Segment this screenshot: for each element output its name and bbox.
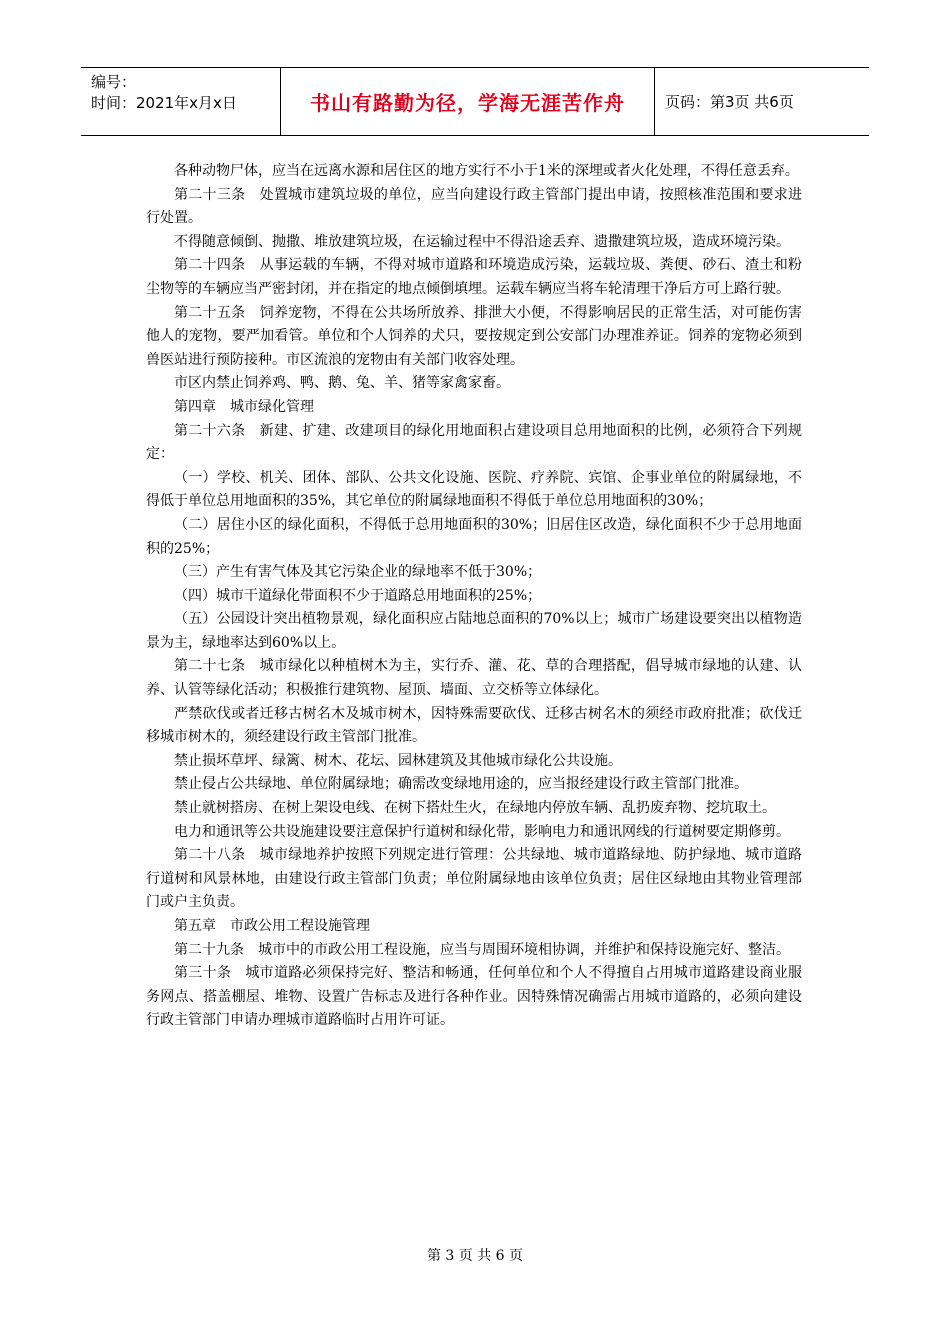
paragraph: 禁止就树搭房、在树上架设电线、在树下搭灶生火，在绿地内停放车辆、乱扔废弃物、挖坑取土。 xyxy=(174,800,776,817)
page-info-text: 页码：第3页 共6页 xyxy=(665,93,794,111)
header-meta xyxy=(81,68,281,135)
document-time-label: 时间：2021年x月x日 xyxy=(91,94,237,112)
paragraph: 第三十条 城市道路必须保持完好、整洁和畅通，任何单位和个人不得擅自占用城市道路建设商业服务网点、搭盖棚屋、堆物、设置广告标志及进行各种作业。因特殊情况确需占用城市道路的，必须向建设行政主管部门申请办理城市道路临时占用许可证。 xyxy=(146,965,802,1029)
paragraph: 第二十三条 处置城市建筑垃圾的单位，应当向建设行政主管部门提出申请，按照核准范围和要求进行处置。 xyxy=(146,186,802,227)
document-body xyxy=(146,160,802,1033)
page-header xyxy=(81,67,869,136)
chapter-heading: 第四章 城市绿化管理 xyxy=(174,398,314,415)
list-item: （五）公园设计突出植物景观，绿化面积应占陆地总面积的70%以上；城市广场建设要突出以植物造景为主，绿地率达到60%以上。 xyxy=(146,611,802,651)
header-motto: 书山有路勤为径，学海无涯苦作舟 xyxy=(310,91,625,115)
list-item: （四）城市干道绿化带面积不少于道路总用地面积的25%； xyxy=(174,587,542,604)
paragraph: 市区内禁止饲养鸡、鸭、鹅、兔、羊、猪等家禽家畜。 xyxy=(174,375,510,392)
paragraph: 各种动物尸体，应当在远离水源和居住区的地方实行不小于1米的深埋或者火化处理，不得任意丢弃。 xyxy=(174,163,799,179)
header-motto-cell xyxy=(281,68,655,135)
paragraph: 第二十六条 新建、扩建、改建项目的绿化用地面积占建设项目总用地面积的比例，必须符合下列规定： xyxy=(146,422,802,463)
footer-page-number: 第 3 页 共 6 页 xyxy=(426,1248,524,1264)
paragraph: 第二十九条 城市中的市政公用工程设施，应当与周围环境相协调，并维护和保持设施完好、整洁。 xyxy=(174,941,790,958)
paragraph: 严禁砍伐或者迁移古树名木及城市树木，因特殊需要砍伐、迁移古树名木的须经市政府批准；砍伐迁移城市树木的，须经建设行政主管部门批准。 xyxy=(146,705,802,746)
page-footer xyxy=(0,1245,950,1265)
paragraph: 禁止损坏草坪、绿篱、树木、花坛、园林建筑及其他城市绿化公共设施。 xyxy=(174,752,622,769)
document-number-label: 编号： xyxy=(91,73,137,91)
paragraph: 电力和通讯等公共设施建设要注意保护行道树和绿化带，影响电力和通讯网线的行道树要定期修剪。 xyxy=(174,823,790,840)
list-item: （三）产生有害气体及其它污染企业的绿地率不低于30%； xyxy=(174,564,542,581)
paragraph: 第二十七条 城市绿化以种植树木为主，实行乔、灌、花、草的合理搭配，倡导城市绿地的认建、认养、认管等绿化活动；积极推行建筑物、屋顶、墙面、立交桥等立体绿化。 xyxy=(146,658,802,699)
paragraph: 第二十八条 城市绿地养护按照下列规定进行管理：公共绿地、城市道路绿地、防护绿地、城市道路行道树和风景林地，由建设行政主管部门负责；单位附属绿地由该单位负责；居住区绿地由其物业管理部门或户主负责。 xyxy=(146,847,802,911)
paragraph: 第二十五条 饲养宠物，不得在公共场所放养、排泄大小便，不得影响居民的正常生活，对可能伤害他人的宠物，要严加看管。单位和个人饲养的犬只，要按规定到公安部门办理准养证。饲养的宠物必须到兽医站进行预防接种。市区流浪的宠物由有关部门收容处理。 xyxy=(146,304,802,368)
list-item: （一）学校、机关、团体、部队、公共文化设施、医院、疗养院、宾馆、企事业单位的附属绿地，不得低于单位总用地面积的35%，其它单位的附属绿地面积不得低于单位总用地面积的30%； xyxy=(146,469,802,510)
paragraph: 禁止侵占公共绿地、单位附属绿地；确需改变绿地用途的，应当报经建设行政主管部门批准。 xyxy=(174,776,748,793)
header-page-info xyxy=(655,68,869,135)
list-item: （二）居住小区的绿化面积，不得低于总用地面积的30%；旧居住区改造，绿化面积不少于总用地面积的25%； xyxy=(146,516,802,557)
paragraph: 第二十四条 从事运载的车辆，不得对城市道路和环境造成污染，运载垃圾、粪便、砂石、渣土和粉尘物等的车辆应当严密封闭，并在指定的地点倾倒填埋。运载车辆应当将车轮清理干净后方可上路行驶。 xyxy=(146,257,802,297)
paragraph: 不得随意倾倒、抛撒、堆放建筑垃圾，在运输过程中不得沿途丢弃、遗撒建筑垃圾，造成环境污染。 xyxy=(174,233,790,250)
chapter-heading: 第五章 市政公用工程设施管理 xyxy=(174,918,370,934)
